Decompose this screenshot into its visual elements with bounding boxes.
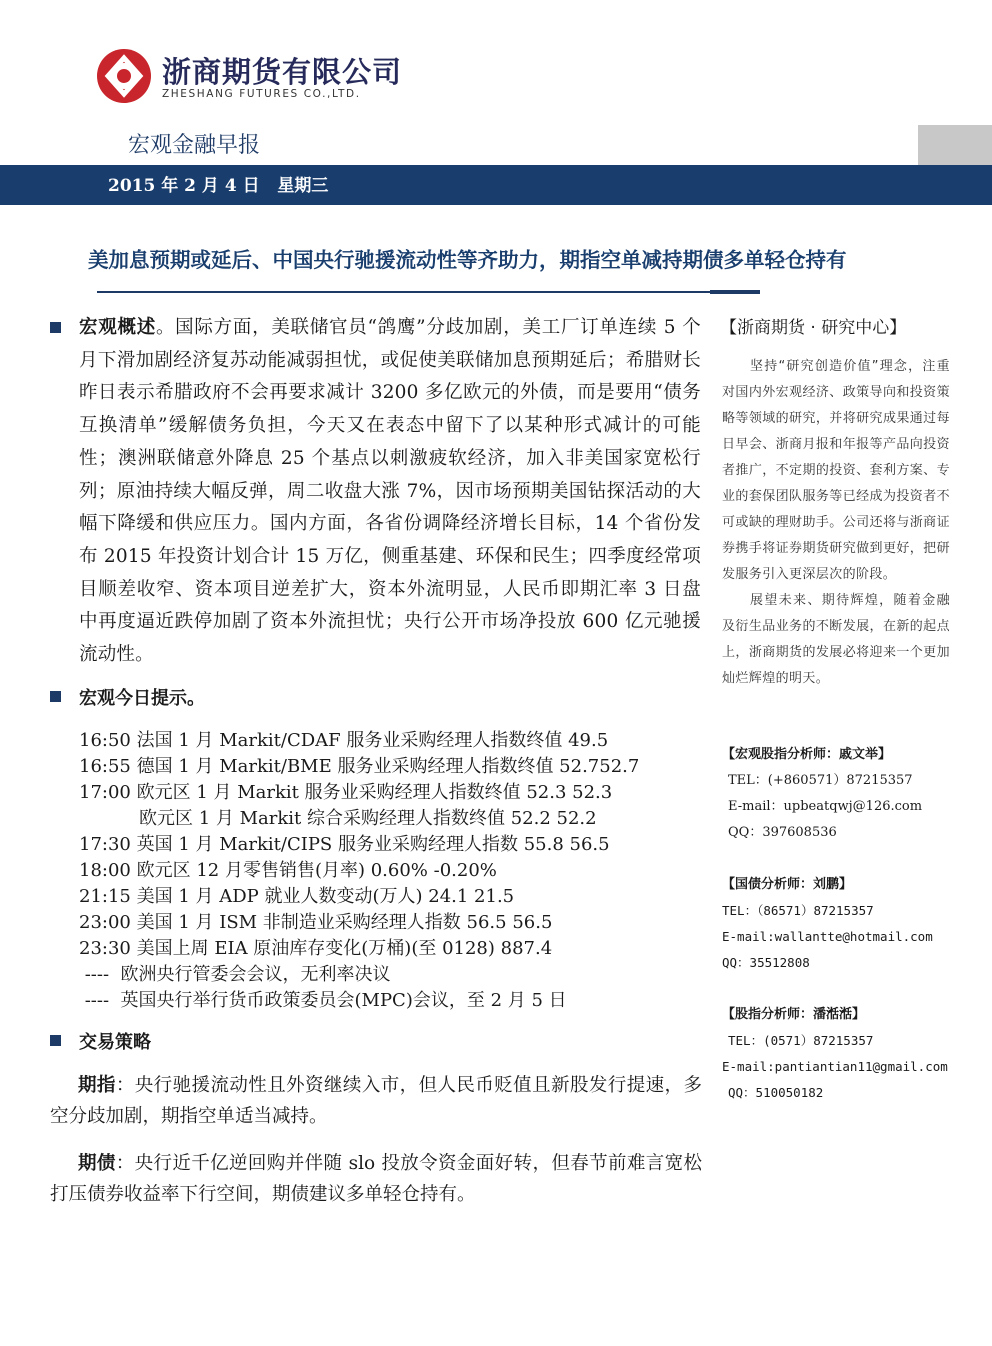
strategy-title: 交易策略 — [79, 1032, 151, 1053]
analyst-email: E-mail：upbeatqwj@126.com — [728, 799, 923, 814]
list-item: 欧元区 1 月 Markit 综合采购经理人指数终值 52.2 52.2 — [139, 808, 597, 829]
list-item: 17:30 英国 1 月 Markit/CIPS 服务业采购经理人指数 55.8 56.5 — [79, 834, 610, 855]
analyst-email: E-mail:pantiantian11@gmail.com — [722, 1059, 948, 1074]
analyst-qq: QQ：397608536 — [728, 825, 837, 840]
company-logo-icon — [96, 48, 152, 104]
analyst-email: E-mail:wallantte@hotmail.com — [722, 929, 933, 944]
page-headline: 美加息预期或延后、中国央行驰援流动性等齐助力，期指空单减持期债多单轻仓持有 — [88, 248, 847, 272]
list-item: 17:00 欧元区 1 月 Markit 服务业采购经理人指数终值 52.3 52.3 — [79, 782, 613, 803]
company-name-cn: 浙商期货有限公司 — [162, 55, 403, 89]
analyst-title: 【股指分析师：潘湉湉】 — [722, 1007, 866, 1022]
list-item: 21:15 美国 1 月 ADP 就业人数变动(万人) 24.1 21.5 — [79, 886, 515, 907]
strategy-futures — [50, 1070, 702, 1132]
company-name-en: ZHESHANG FUTURES CO.,LTD. — [162, 88, 361, 100]
list-item: 23:00 美国 1 月 ISM 非制造业采购经理人指数 56.5 56.5 — [79, 912, 553, 933]
overview-title: 宏观概述 — [79, 317, 156, 338]
list-item: 16:55 德国 1 月 Markit/BME 服务业采购经理人指数终值 52.752.7 — [79, 756, 640, 777]
analyst-tel: TEL：(0571）87215357 — [728, 1033, 874, 1048]
weekday: 星期三 — [277, 176, 329, 196]
analyst-card — [722, 872, 933, 976]
futures-text: ：央行驰援流动性且外资继续入市，但人民币贬值且新股发行提速，多空分歧加剧，期指空单适当减持。 — [50, 1075, 702, 1127]
bullet-icon — [50, 1035, 61, 1046]
macro-overview — [79, 312, 701, 672]
sidebar-paragraph: 坚持“研究创造价值”理念，注重对国内外宏观经济、政策导向和投资策略等领域的研究，并将研究成果通过每日早会、浙商月报和年报等产品向投资者推广，不定期的投资、套利方案、专业的套保团队服务等已经成为投资者不可或缺的理财助手。公司还将与浙商证券携手将证券期货研究做到更好，把研发服务引入更深层次的阶段。 — [722, 359, 950, 582]
analyst-qq: QQ：510050182 — [728, 1085, 824, 1100]
list-item: ---- 英国央行举行货币政策委员会(MPC)会议，至 2 月 5 日 — [79, 990, 567, 1011]
list-item: ---- 欧洲央行管委会会议，无利率决议 — [79, 964, 391, 985]
header-accent-block — [918, 125, 992, 165]
bond-label: 期债 — [78, 1153, 116, 1174]
futures-label: 期指 — [78, 1075, 116, 1096]
analyst-title: 【国债分析师：刘鹏】 — [722, 877, 853, 892]
event-list — [79, 728, 639, 1014]
list-item: 23:30 美国上周 EIA 原油库存变化(万桶)(至 0128) 887.4 — [79, 938, 553, 959]
report-date — [108, 171, 328, 196]
today-title: 宏观今日提示。 — [79, 688, 205, 709]
bond-text: ：央行近千亿逆回购并伴随 slo 投放令资金面好转，但春节前难言宽松打压债券收益率下行空间，期债建议多单轻仓持有。 — [50, 1153, 702, 1205]
list-item: 16:50 法国 1 月 Markit/CDAF 服务业采购经理人指数终值 49.5 — [79, 730, 609, 751]
overview-text: 。国际方面，美联储官员“鸽鹰”分歧加剧，美工厂订单连续 5 个月下滑加剧经济复苏动能减弱担忧，或促使美联储加息预期延后；希腊财长昨日表示希腊政府不会再要求减计 3200 多亿欧元的外债，而是要用“债务互换清单”缓解债务负担，今天又在表态中留下了以某种形式减计的可能性；澳洲联储意外降息 25 个基点以刺激疲软经济，加入非美国家宽松行列；原油持续大幅反弹，周二收盘大涨 7%，因市场预期美国钻探活动的大幅下降缓和供应压力。国内方面，各省份调降经济增长目标，14 个省份发布 2015 年投资计划合计 15 万亿，侧重基建、环保和民生；四季度经常项目顺差收窄、资本项目逆差扩大，资本外流明显，人民币即期汇率 3 日盘中再度逼近跌停加剧了资本外流担忧；央行公开市场净投放 600 亿元驰援流动性。 — [79, 317, 701, 666]
analyst-qq: QQ：35512808 — [722, 955, 810, 970]
headline-divider-accent — [710, 290, 760, 294]
strategy-bond — [50, 1148, 702, 1210]
list-item: 18:00 欧元区 12 月零售销售(月率) 0.60% -0.20% — [79, 860, 497, 881]
headline-divider — [97, 291, 760, 293]
analyst-card — [722, 1002, 948, 1106]
analyst-title: 【宏观股指分析师：戚文举】 — [722, 747, 892, 762]
analyst-card — [722, 742, 922, 846]
date: 2015 年 2 月 4 日 — [108, 176, 260, 196]
sidebar-intro — [722, 354, 950, 692]
bullet-icon — [50, 691, 61, 702]
analyst-tel: TEL：（86571）87215357 — [722, 903, 874, 918]
report-type: 宏观金融早报 — [128, 133, 261, 158]
sidebar-paragraph: 展望未来、期待辉煌，随着金融及衍生品业务的不断发展，在新的起点上，浙商期货的发展必将迎来一个更加灿烂辉煌的明天。 — [722, 593, 950, 686]
analyst-tel: TEL：(+860571）87215357 — [728, 773, 913, 788]
sidebar-title: 【浙商期货 · 研究中心】 — [720, 318, 907, 338]
bullet-icon — [50, 322, 61, 333]
